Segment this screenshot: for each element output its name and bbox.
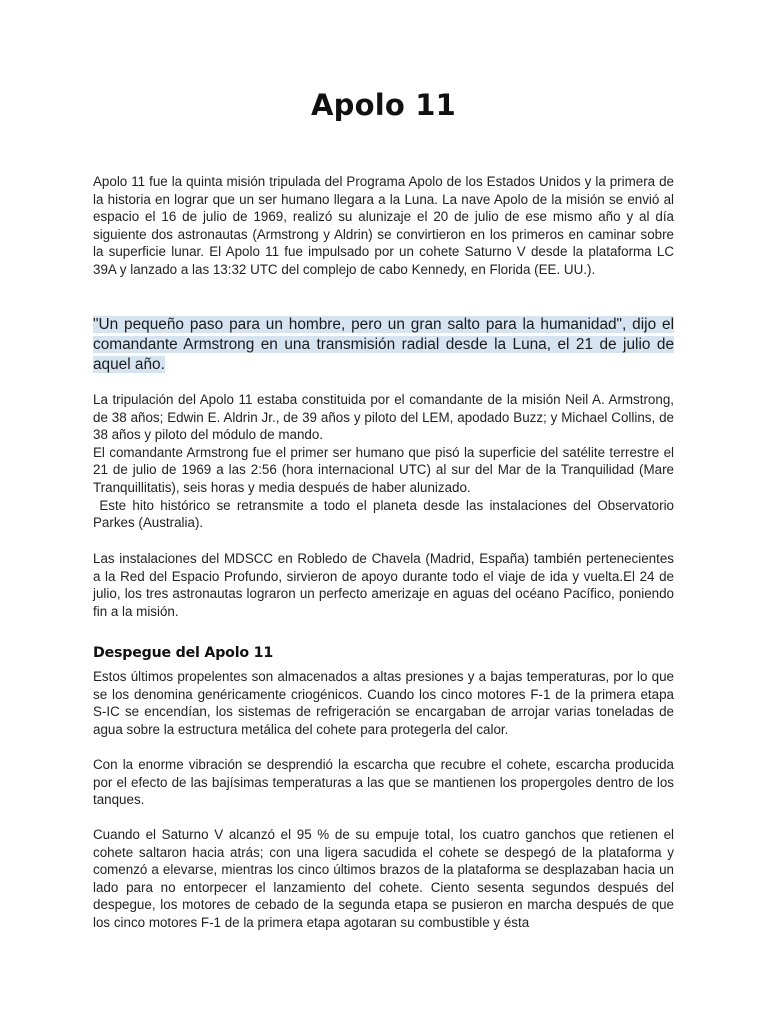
document-title: Apolo 11 — [310, 88, 457, 122]
crew-paragraph-3: Este hito histórico se retransmite a todo el planeta desde las instalaciones del Observatorio Parkes (Australia). — [93, 497, 678, 531]
intro-paragraph — [93, 173, 674, 279]
highlighted-quote — [93, 315, 674, 375]
launch-text-2: Con la enorme vibración se desprendió la escarcha que recubre el cohete, escarcha producida por el efecto de las bajísimas temperaturas a las que se mantienen los propergoles dentro de los tanques. — [93, 757, 674, 808]
mdscc-text: Las instalaciones del MDSCC en Robledo de Chavela (Madrid, España) también pertenecientes a la Red del Espacio Profundo, sirvieron de apoyo durante todo el viaje de ida y vuelta.El 24 de julio, los tres astronautas lograron un perfecto amerizaje en aguas del océano Pacífico, poniendo fin a la misión. — [93, 551, 674, 619]
crew-section — [93, 391, 678, 532]
crew-paragraph-2: El comandante Armstrong fue el primer ser humano que pisó la superficie del satélite terrestre el 21 de julio de 1969 a las 2:56 (hora internacional UTC) al sur del Mar de la Tranquilidad (Mare Tranquillitatis), seis horas y media después de haber alunizado. — [93, 444, 674, 495]
launch-paragraph-3 — [93, 826, 674, 932]
intro-text: Apolo 11 fue la quinta misión tripulada del Programa Apolo de los Estados Unidos y la primera de la historia en lograr que un ser humano llegara a la Luna. La nave Apolo de la misión se envió al espacio el 16 de julio de 1969, realizó su alunizaje el 20 de julio de ese mismo año y al día siguiente dos astronautas (Armstrong y Aldrin) se convirtieron en los primeros en caminar sobre la superficie lunar. El Apolo 11 fue impulsado por un cohete Saturno V desde la plataforma LC 39A y lanzado a las 13:32 UTC del complejo de cabo Kennedy, en Florida (EE. UU.). — [93, 174, 674, 277]
section-heading: Despegue del Apolo 11 — [93, 645, 273, 661]
crew-paragraph-1: La tripulación del Apolo 11 estaba constituida por el comandante de la misión Neil A. Armstrong, de 38 años; Edwin E. Aldrin Jr., de 39 años y piloto del LEM, apodado Buzz; y Michael Collins, de 38 años y piloto del módulo de mando. — [93, 392, 674, 443]
launch-text-3: Cuando el Saturno V alcanzó el 95 % de su empuje total, los cuatro ganchos que retienen el cohete saltaron hacia atrás; con una ligera sacudida el cohete se despegó de la plataforma y comenzó a elevarse, mientras los cinco últimos brazos de la plataforma se desplazaban hacia un lado para no entorpecer el lanzamiento del cohete. Ciento sesenta segundos después del despegue, los motores de cebado de la segunda etapa se pusieron en marcha después de que los cinco motores F-1 de la primera etapa agotaran su combustible y ésta — [93, 827, 674, 930]
launch-paragraph-1 — [93, 668, 674, 738]
launch-paragraph-2 — [93, 756, 674, 809]
mdscc-paragraph — [93, 550, 674, 620]
launch-text-1: Estos últimos propelentes son almacenados a altas presiones y a bajas temperaturas, por lo que se los denomina genéricamente criogénicos. Cuando los cinco motores F-1 de la primera etapa S-IC se encendían, los sistemas de refrigeración se encargaban de arrojar varias toneladas de agua sobre la estructura metálica del cohete para protegerla del calor. — [93, 669, 674, 737]
quote-text: "Un pequeño paso para un hombre, pero un gran salto para la humanidad", dijo el comandante Armstrong en una transmisión radial desde la Luna, el 21 de julio de aquel año. — [93, 316, 674, 373]
